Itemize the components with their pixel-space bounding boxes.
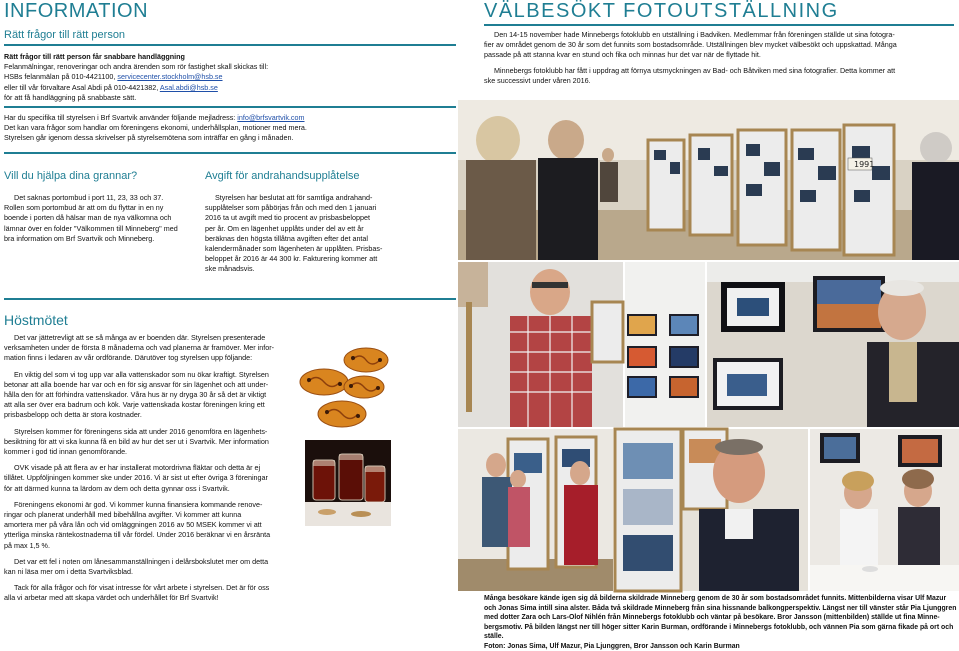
autumn-p3-line: besiktning för att vi ska kunna få en bild av hur det ser ut i Svartvik. Mer information — [4, 436, 269, 446]
autumn-text — [4, 333, 304, 604]
divider — [4, 106, 456, 108]
divider — [484, 24, 954, 26]
autumn-p4-line: för att därmed kunna ta lärdom av dem och detta gynnar oss i Svartvik. — [4, 483, 230, 493]
saffron-buns-image — [296, 342, 396, 434]
exhibitor-photo-left — [458, 262, 623, 427]
autumn-p2-line: En viktig del som vi tog upp var alla vattenskador som nu ökar kraftigt. Styrelsen — [14, 369, 269, 379]
board-email-link[interactable]: info@brfsvartvik.com — [237, 113, 305, 122]
exhibition-hall-photo — [458, 100, 959, 260]
photo-caption: Många besökare kände igen sig då bilderna skildrade Minneberg genom de 30 år som bostadsområdet funnits. Mittenbilderna visar Ulf Mazur och Jonas Sima intill sina alster. Båda två skildrade Minneberg från sina hissnande balkongperspektiv. Längst ner till vänster står Pia Ljunggren med dotter Zara och Lars-Olof Nihlén från Minnebergs fotoklubb och väntar på besökare. Bror Jansson (mittenbilden) ställde ut fina Minne- bergsmotiv. På bilden längst ner till höger sitter Karin Burman, ordförande i Minnebergs fotoklubb, och vännen Pia som gärna fikade på ort och ställe. Foton: Jonas Sima, Ulf Mazur, Pia Ljunggren, Bror Jansson och Karin Burman — [484, 595, 957, 650]
divider — [4, 44, 456, 46]
heading-neighbours: Vill du hjälpa dina grannar? — [4, 170, 138, 182]
neighbours-text: Det saknas portombud i port 11, 23, 33 och 37. Rollen som portombud är att om du flyttar in en ny boende i porten då hälsar man de nya välkomna och lämnar över en folder "Välkommen till Minneberg" med bra information om Brf Svartvik och Minneberg. — [4, 193, 178, 243]
autumn-p5-line: ringar och planerat underhåll med bibehållna avgifter. Vi kommer att kunna — [4, 510, 242, 520]
autumn-p5-line: amortera mer på våra lån och vid omläggningen 2016 av 50 MSEK kommer vi att — [4, 520, 262, 530]
page-title-exhibition: VÄLBESÖKT FOTOUTSTÄLLNING — [484, 0, 839, 22]
autumn-p5-line: Föreningens ekonomi är god. Vi kommer kunna finansiera kommande renove- — [14, 499, 263, 509]
autumn-p2-line: att alla ser över era badrum och kök. Varje vattenskada kostar föreningen kring ett — [4, 400, 265, 410]
autumn-p5-line: ytterliga minska räntekostnaderna till vår fördel. Under 2016 beräknar vi en årsränta — [4, 530, 271, 540]
intro-line-4: för att få handläggning på snabbaste sätt. — [4, 92, 137, 102]
visitors-standing-photo — [458, 429, 613, 591]
heading-sublet-fee: Avgift för andrahandsupplåtelse — [205, 170, 360, 182]
autumn-p6-line: Det var ett fel i noten om lånesammanställningen i delårsbokslutet mer om detta — [14, 556, 269, 566]
autumn-p7-line: alla vi arbetar med att skapa värdet och underhållet för Brf Svartvik! — [4, 593, 219, 603]
autumn-p4-line: OVK visade på att flera av er har installerat motordrivna fläktar och detta är ej — [14, 463, 261, 473]
photo-year-label: 1991 — [854, 160, 875, 169]
autumn-p6-line: kan ni läsa mer om i detta Svartviksblad. — [4, 567, 134, 577]
exhibition-text: Den 14-15 november hade Minnebergs fotoklubb en utställning i Badviken. Medlemmar från föreningen ställde ut sina fotogra- fier av området genom de 30 år som det funnits som bostadsområde. Utställningen blev mycket välbesökt och uppskattad. Många passade på att stanna kvar en stund och fika och minnas hur det var när de flyttade hit. Minnebergs fotoklubb har fått i uppdrag att förnya utsmyckningen av Bad- och Båtviken med sina fotografier. Detta kommer att ske successivt under våren 2016. — [484, 30, 897, 85]
intro-line-1: Felanmälningar, renoveringar och andra ärenden som rör fastighet skall skickas till: — [4, 62, 269, 72]
autumn-p1-line: verksamheten under de första 8 månaderna och vad planerna är framöver. Mer infor- — [4, 343, 275, 353]
exhibitor-photo-right — [707, 262, 959, 427]
heading-autumn-meeting: Höstmötet — [4, 312, 68, 328]
servicecenter-email-link[interactable]: servicecenter.stockholm@hsb.se — [117, 72, 223, 82]
mulled-wine-image — [305, 440, 391, 526]
autumn-p3-line: Styrelsen kommer för föreningens sida att under 2016 genomföra en lägenhets- — [14, 426, 268, 436]
exhibitor-photo-center — [615, 429, 808, 591]
asal-email-link[interactable]: Asal.abdi@hsb.se — [159, 82, 218, 92]
hosts-at-table-photo — [810, 429, 959, 591]
page-title-information: INFORMATION — [4, 0, 149, 22]
autumn-p2-line: hålla den för att förhindra vattenskador. Våra hus är ny dryga 30 år så det är viktigt — [4, 390, 267, 400]
divider — [4, 152, 456, 154]
intro-block: Rätt frågor till rätt person får snabbare handläggning Felanmälningar, renoveringar och andra ärenden som rör fastighet skall skickas till: HSBs felanmälan på 010-4421100, servicecenter.stockholm@hsb.se eller till vår förvaltare Asal Abdi på 010-4421382, Asal.abdi@hsb.se för att få handläggning på snabbaste sätt. — [4, 52, 454, 103]
intro-bold: Rätt frågor till rätt person får snabbare handläggning — [4, 52, 185, 61]
board-block: Har du specifika till styrelsen i Brf Svartvik använder följande mejladress: info@brfsvartvik.com Det kan vara frågor som handlar om föreningens ekonomi, underhållsplan, motioner med mera. Styrelsen går igenom dessa skrivelser på styrelsemötena som inträffar en gång i månaden. — [4, 113, 456, 144]
autumn-p1-line: Det var jättetrevligt att se så många av er boenden där. Styrelsen presenterade — [14, 333, 266, 342]
sublet-text: Styrelsen har beslutat att för samtliga andrahand- supplåtelser som påbörjas från och med den 1 januari 2016 ta ut avgift med tio procent av prisbasbeloppet per år. Om en lägenhet upplåts under del av ett år beräknas den högsta tillåtna avgiften efter det antal kalendermånader som lägenheten är upplåten. Prisbas- beloppet år 2016 är 44 300 kr. Fakturering kommer att ske månadsvis. — [205, 193, 383, 274]
board-line-3: Styrelsen går igenom dessa skrivelser på styrelsemötena som inträffar en gång i månaden. — [4, 133, 294, 143]
autumn-p3-line: kommer i god tid innan genomförande. — [4, 447, 128, 457]
autumn-p2-line: prisbasbelopp och detta är stora kostnader. — [4, 410, 142, 420]
board-line-2: Det kan vara frågor som handlar om föreningens ekonomi, underhållsplan, motioner med mera. — [4, 123, 307, 133]
artwork-wall-photo — [625, 262, 705, 427]
autumn-p4-line: tillåtet. Uppföljningen kommer ske under 2016. Vi är sist ut efter övriga 3 föreningar — [4, 473, 268, 483]
autumn-p7-line: Tack för alla frågor och för visat intresse för vårt arbete i styrelsen. Det är för oss — [14, 583, 270, 593]
divider — [4, 298, 456, 300]
autumn-p5-line: på max 1,5 %. — [4, 540, 50, 550]
autumn-p2-line: betonar att alla boende har var och en för sig ansvar för sin lägenhet och att under- — [4, 379, 269, 389]
autumn-p1-line: mation finns i ledaren av vår ordförande. Därutöver tog styrelsen upp följande: — [4, 353, 253, 363]
subtitle-right-questions: Rätt frågor till rätt person — [4, 29, 126, 41]
